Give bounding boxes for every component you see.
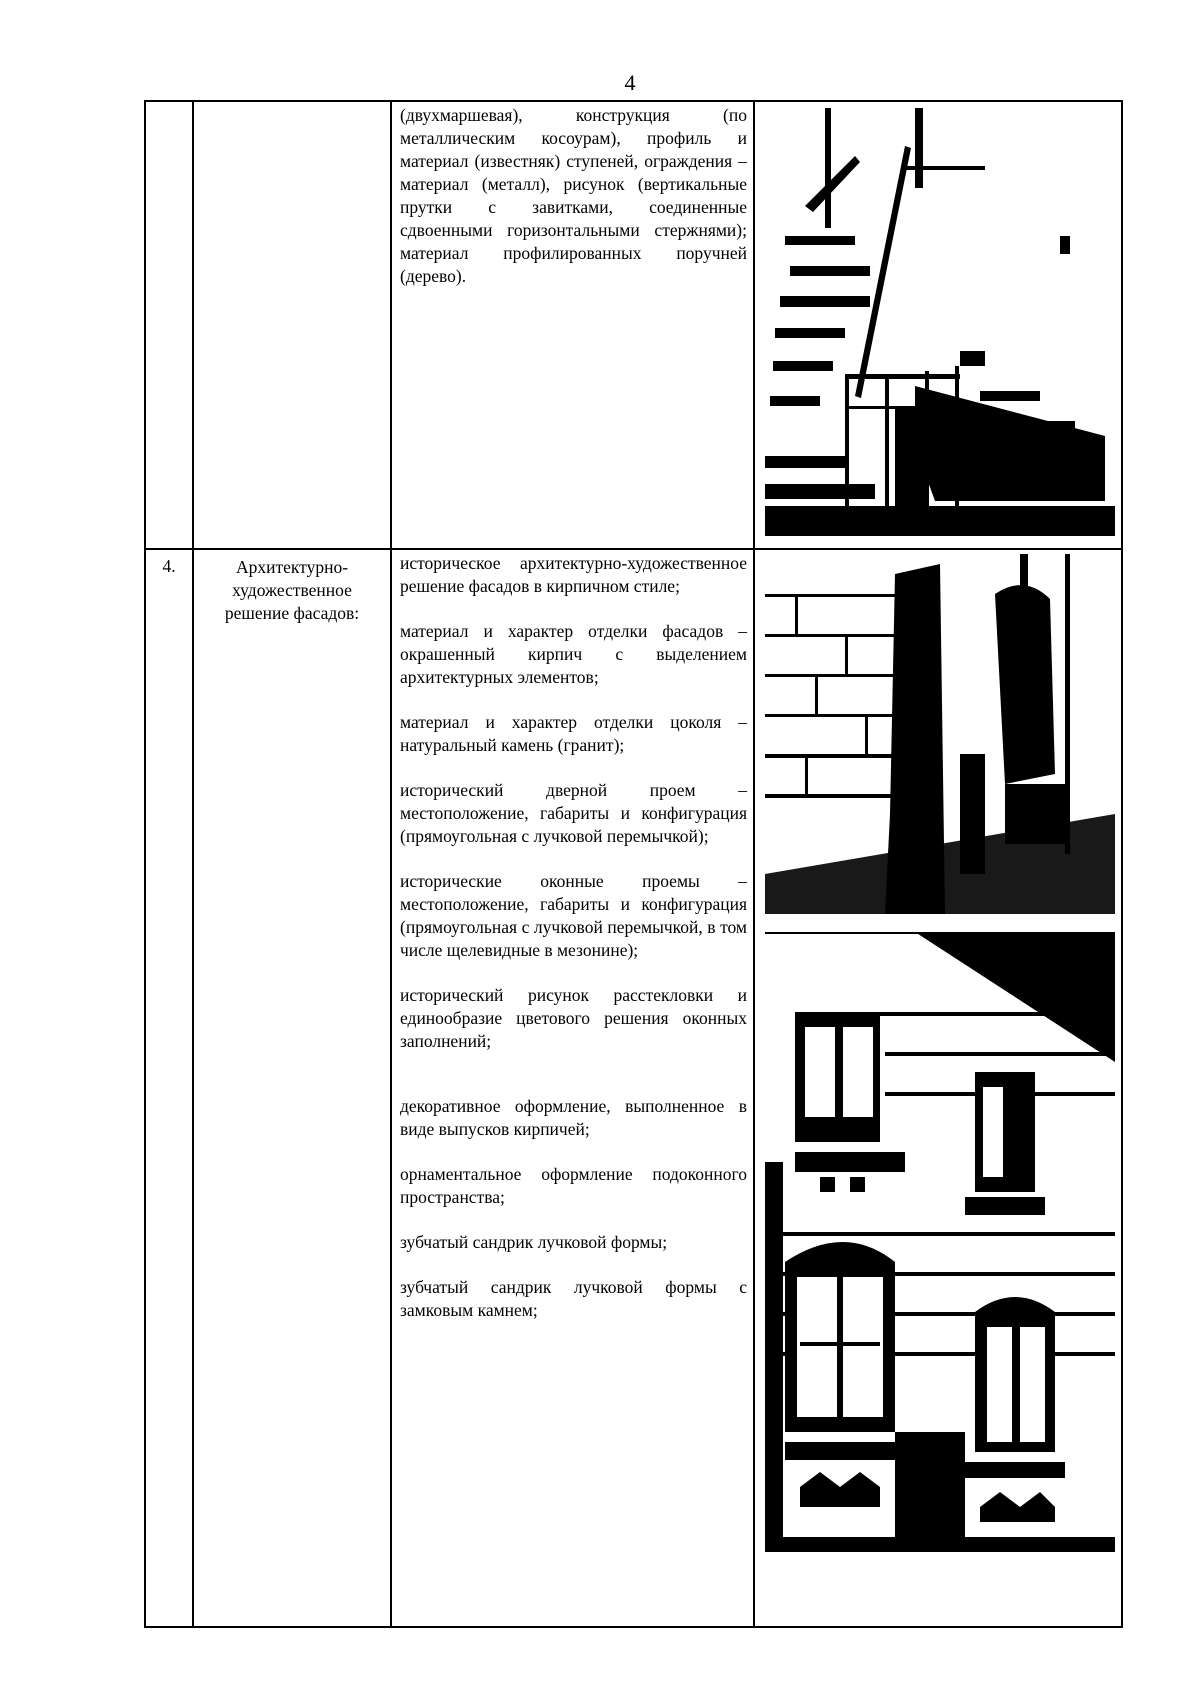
description-paragraph: материал и характер отделки цоколя – натуральный камень (гранит);: [400, 712, 747, 755]
description-paragraph: материал и характер отделки фасадов – окрашенный кирпич с выделением архитектурных элементов;: [400, 621, 747, 687]
page-number: 4: [624, 70, 636, 95]
description-cell: [391, 549, 754, 1627]
element-name-cell: [193, 101, 391, 549]
description-paragraph: исторический дверной проем – местоположение, габариты и конфигурация (прямоугольная с лучковой перемычкой);: [400, 780, 747, 846]
description-paragraph: историческое архитектурно-художественное решение фасадов в кирпичном стиле;: [400, 553, 747, 596]
table-row: [145, 549, 1122, 1627]
brick-wall-doorway-photo: [765, 554, 1115, 914]
description-paragraph: орнаментальное оформление подоконного пространства;: [400, 1164, 747, 1207]
description-paragraph: зубчатый сандрик лучковой формы;: [400, 1232, 668, 1252]
description-paragraph: декоративное оформление, выполненное в виде выпусков кирпичей;: [400, 1096, 747, 1139]
brick-facade-windows-photo: [765, 932, 1115, 1552]
table-row: [145, 101, 1122, 549]
description-paragraph: (двухмаршевая), конструкция (по металлическим косоурам), профиль и материал (известняк) ступеней, ограждения – материал (металл), рисунок (вертикальные прутки с завитками, соединенные сдвоенными горизонтальными стержнями); материал профилированных поручней (дерево).: [400, 105, 747, 286]
row-number-cell: [145, 101, 193, 549]
description-paragraph: исторический рисунок расстекловки и единообразие цветового решения оконных заполнений;: [400, 985, 747, 1051]
description-paragraph: зубчатый сандрик лучковой формы с замковым камнем;: [400, 1277, 747, 1320]
description-paragraph: исторические оконные проемы – местоположение, габариты и конфигурация (прямоугольная с лучковой перемычкой, в том числе щелевидные в мезонине);: [400, 871, 747, 960]
element-name-cell: Архитектурно-художественное решение фасадов:: [193, 549, 391, 1627]
monument-subject-table: [144, 100, 1123, 1628]
photo-cell: [754, 549, 1122, 1627]
description-cell: [391, 101, 754, 549]
row-number-cell: 4.: [145, 549, 193, 1627]
staircase-photo: [765, 106, 1115, 536]
photo-cell: [754, 101, 1122, 549]
